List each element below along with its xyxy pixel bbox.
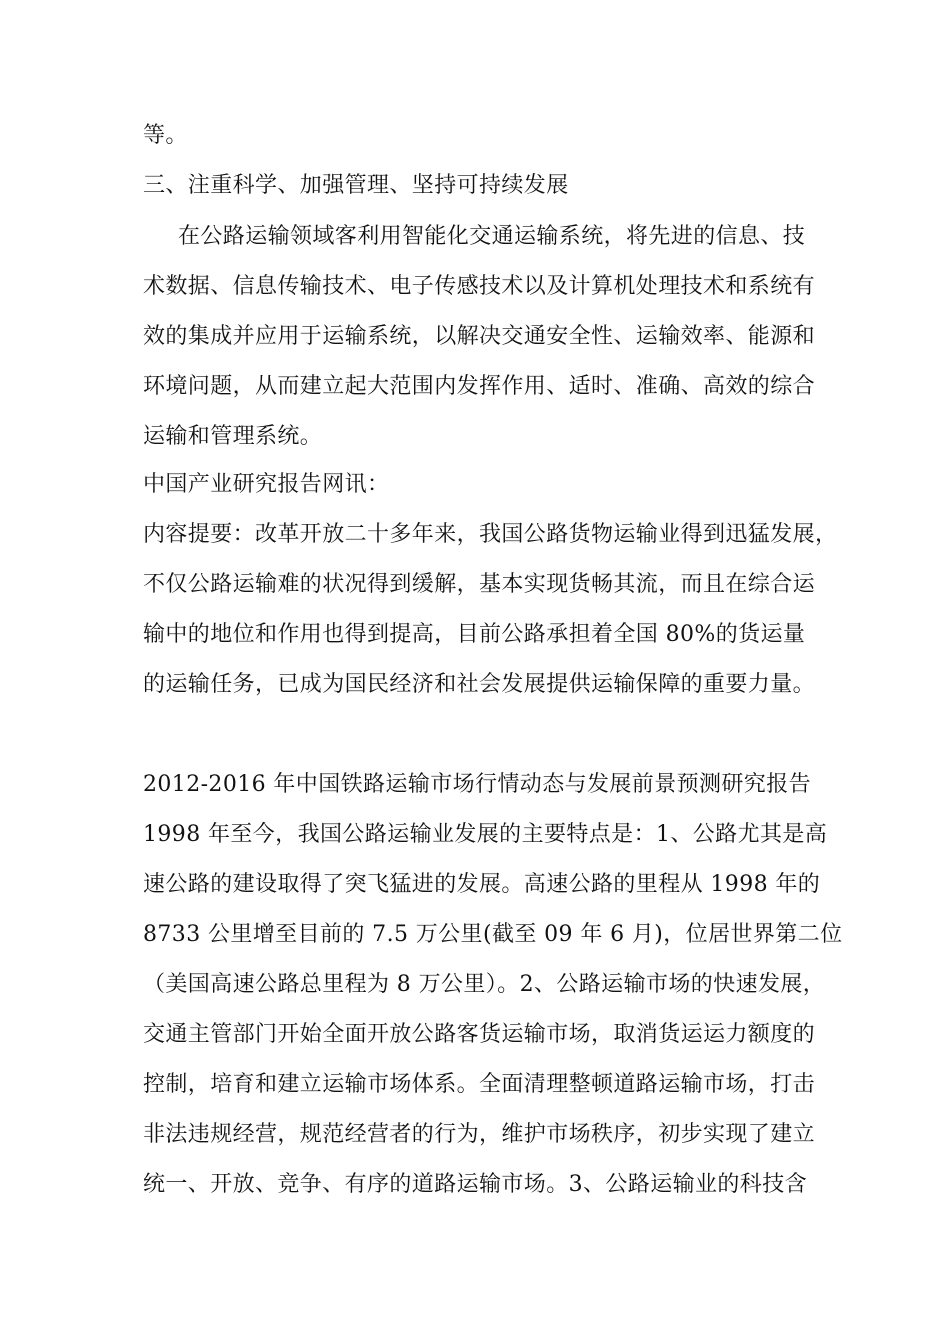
- text-line: 输中的地位和作用也得到提高，目前公路承担着全国 80%的货运量: [143, 622, 806, 647]
- text-line: 环境问题，从而建立起大范围内发挥作用、适时、准确、高效的综合: [143, 374, 816, 399]
- text-line: 1998 年至今，我国公路运输业发展的主要特点是：1、公路尤其是高: [143, 822, 828, 847]
- section-heading: 三、注重科学、加强管理、坚持可持续发展: [143, 173, 569, 198]
- text-line: （美国高速公路总里程为 8 万公里）。2、公路运输市场的快速发展，: [143, 972, 826, 997]
- text-line: 内容提要：改革开放二十多年来，我国公路货物运输业得到迅猛发展，: [143, 522, 838, 547]
- text-line: 非法违规经营，规范经营者的行为，维护市场秩序，初步实现了建立: [143, 1122, 816, 1147]
- text-line: 在公路运输领域客利用智能化交通运输系统，将先进的信息、技: [178, 224, 806, 249]
- text-line: 速公路的建设取得了突飞猛进的发展。高速公路的里程从 1998 年的: [143, 872, 821, 897]
- text-line: 不仅公路运输难的状况得到缓解，基本实现货畅其流，而且在综合运: [143, 572, 816, 597]
- text-line: 运输和管理系统。: [143, 424, 323, 449]
- text-line: 统一、开放、竞争、有序的道路运输市场。3、公路运输业的科技含: [143, 1172, 807, 1197]
- text-line: 的运输任务，已成为国民经济和社会发展提供运输保障的重要力量。: [143, 672, 816, 697]
- text-line: 8733 公里增至目前的 7.5 万公里(截至 09 年 6 月)，位居世界第二位: [143, 922, 843, 947]
- text-line: 中国产业研究报告网讯：: [143, 472, 390, 497]
- text-line: 交通主管部门开始全面开放公路客货运输市场，取消货运运力额度的: [143, 1022, 816, 1047]
- text-line: 控制，培育和建立运输市场体系。全面清理整顿道路运输市场，打击: [143, 1072, 816, 1097]
- text-line: 等。: [143, 123, 188, 148]
- report-title: 2012-2016 年中国铁路运输市场行情动态与发展前景预测研究报告: [143, 772, 812, 797]
- text-line: 术数据、信息传输技术、电子传感技术以及计算机处理技术和系统有: [143, 274, 816, 299]
- text-line: 效的集成并应用于运输系统，以解决交通安全性、运输效率、能源和: [143, 324, 816, 349]
